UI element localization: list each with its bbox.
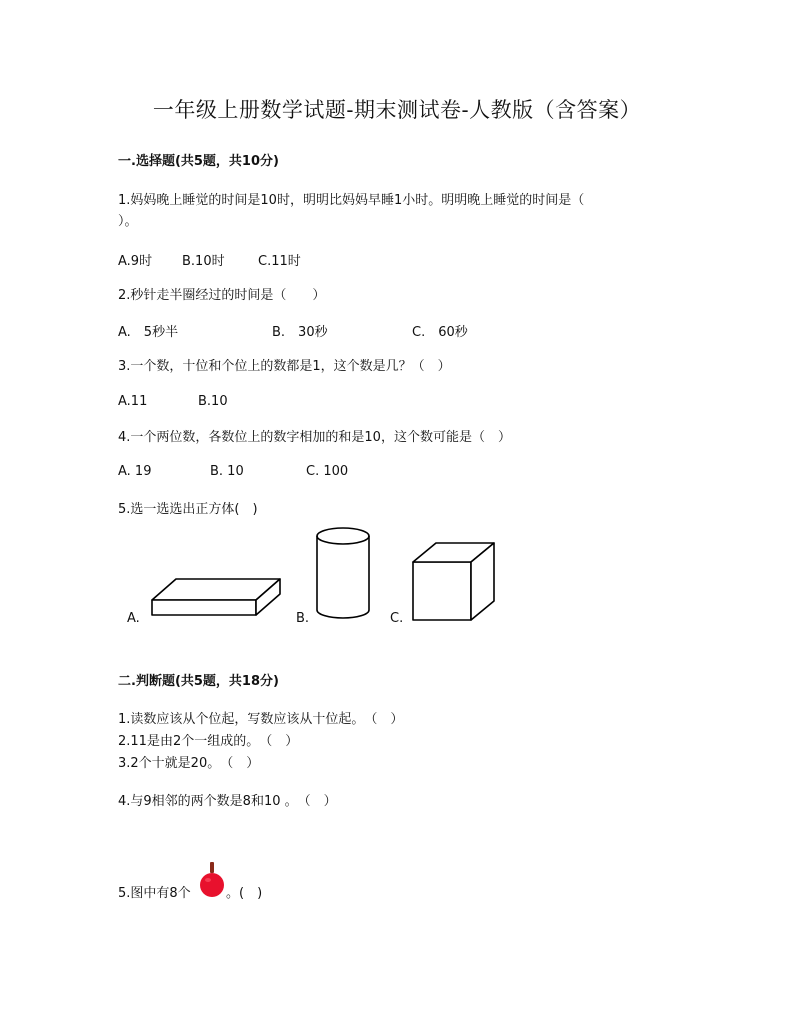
figure-c-label: C. bbox=[390, 611, 404, 626]
judge-3: 3.2个十就是20。 （ ） bbox=[118, 756, 260, 771]
question-1-line2: ）。 bbox=[118, 214, 138, 229]
question-4: 4.一个两位数，各数位上的数字相加的和是10，这个数可能是（ ） bbox=[118, 430, 511, 445]
cube-figure bbox=[410, 540, 496, 624]
q1-option-a: A.9时 bbox=[118, 254, 153, 269]
ping-pong-paddle-icon bbox=[199, 861, 225, 899]
section-heading-choice: 一.选择题(共5题，共10分) bbox=[118, 154, 279, 169]
judge-1: 1.读数应该从个位起，写数应该从十位起。 （ ） bbox=[118, 712, 404, 727]
judge-5-text-after: 。( ) bbox=[226, 886, 263, 901]
figure-b-label: B. bbox=[296, 611, 310, 626]
q4-option-b: B. 10 bbox=[210, 464, 244, 479]
q2-option-c: C. 60秒 bbox=[412, 325, 468, 340]
judge-4: 4.与9相邻的两个数是8和10 。 （ ） bbox=[118, 794, 337, 809]
q2-option-b: B. 30秒 bbox=[272, 325, 328, 340]
cylinder-figure bbox=[315, 526, 373, 621]
figure-a-label: A. bbox=[127, 611, 140, 626]
q2-option-a: A. 5秒半 bbox=[118, 325, 179, 340]
q3-option-a: A.11 bbox=[118, 394, 148, 409]
question-5: 5.选一选选出正方体( ) bbox=[118, 502, 258, 517]
q1-option-b: B.10时 bbox=[182, 254, 225, 269]
q4-option-c: C. 100 bbox=[306, 464, 349, 479]
question-2: 2.秒针走半圈经过的时间是（ ） bbox=[118, 288, 326, 303]
question-1-line1: 1.妈妈晚上睡觉的时间是10时，明明比妈妈早睡1小时。明明晚上睡觉的时间是（ bbox=[118, 193, 585, 208]
q1-option-c: C.11时 bbox=[258, 254, 301, 269]
question-3: 3.一个数，十位和个位上的数都是1，这个数是几？（ ） bbox=[118, 359, 451, 374]
q3-option-b: B.10 bbox=[198, 394, 228, 409]
q4-option-a: A. 19 bbox=[118, 464, 152, 479]
cuboid-figure bbox=[148, 574, 284, 618]
judge-2: 2.11是由2个一组成的。 （ ） bbox=[118, 734, 299, 749]
page-title: 一年级上册数学试题-期末测试卷-人教版（含答案） bbox=[152, 98, 642, 122]
section-heading-judge: 二.判断题(共5题，共18分) bbox=[118, 674, 279, 689]
judge-5-text-before: 5.图中有8个 bbox=[118, 886, 191, 901]
